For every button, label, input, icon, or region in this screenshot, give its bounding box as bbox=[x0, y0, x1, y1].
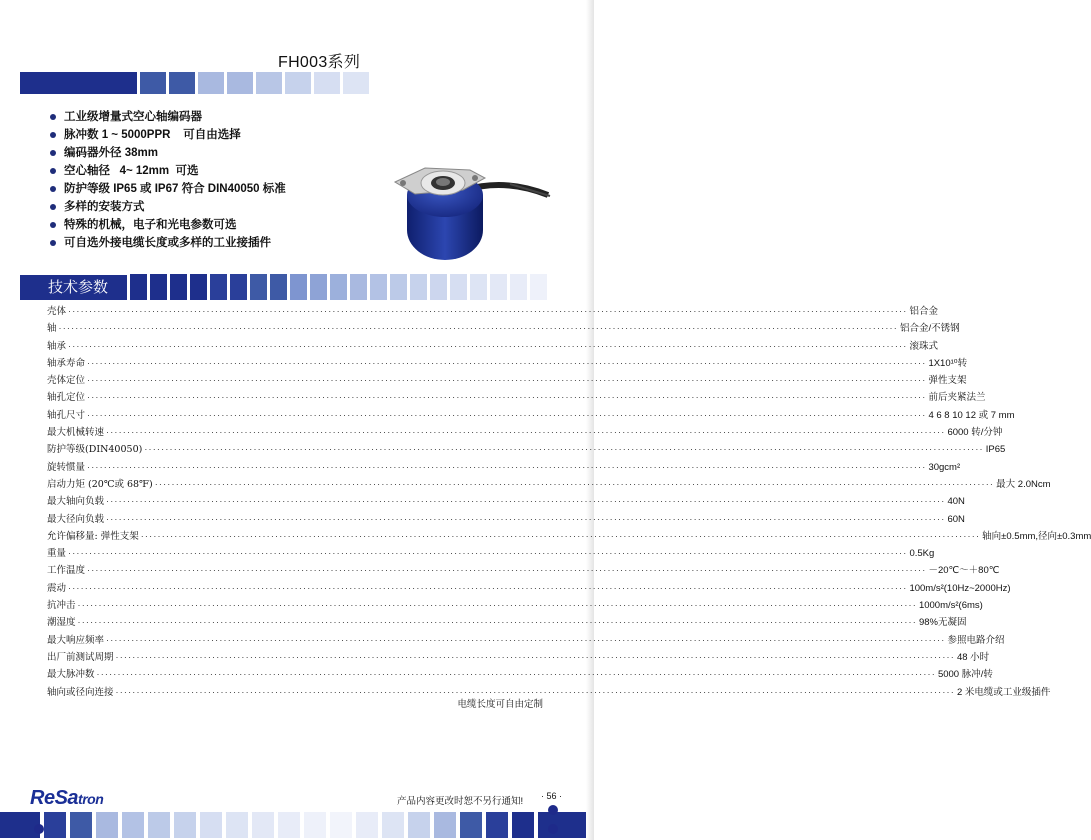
spec-value: 弹性支架 bbox=[928, 375, 967, 387]
spec-row bbox=[47, 372, 967, 389]
spec-row bbox=[47, 597, 983, 614]
spec-row bbox=[47, 649, 990, 666]
spec-row bbox=[47, 424, 1003, 441]
spec-row bbox=[47, 632, 1005, 649]
spec-value: 铝合金 bbox=[909, 306, 938, 317]
spec-row bbox=[47, 528, 1091, 545]
spec-row bbox=[47, 338, 938, 355]
spec-key: 最大径向负载 bbox=[47, 513, 105, 525]
cable-note: 电缆长度可自由定制 bbox=[457, 699, 543, 710]
spec-value: 4 6 8 10 12 或 7 mm bbox=[928, 409, 1015, 421]
bullet-icon bbox=[50, 168, 56, 174]
dot-leader: ········································································································································································································ bbox=[87, 392, 927, 403]
bullet-icon bbox=[50, 186, 56, 192]
spec-row bbox=[47, 545, 935, 562]
spec-key: 允许偏移量: 弹性支架 bbox=[47, 530, 139, 542]
bullet-icon bbox=[50, 204, 56, 210]
spec-value: 6000 转/分钟 bbox=[947, 427, 1003, 439]
dot-leader: ········································································································································································································ bbox=[96, 669, 936, 680]
corner-dot bbox=[548, 824, 558, 834]
dot-leader: ········································································································································································································ bbox=[106, 634, 946, 645]
spec-row bbox=[47, 562, 1000, 579]
dot-leader: ········································································································································································································ bbox=[87, 565, 927, 576]
dot-leader: ········································································································································································································ bbox=[106, 427, 946, 438]
spec-key: 工作温度 bbox=[47, 565, 86, 577]
dot-leader: ········································································································································································································ bbox=[68, 582, 908, 593]
dot-leader: ········································································································································································································ bbox=[68, 306, 908, 316]
page-number: · 56 · bbox=[541, 791, 563, 801]
feature-item: 防护等级 IP65 或 IP67 符合 DIN40050 标准 bbox=[50, 180, 286, 198]
spec-key: 防护等级(DIN40050) bbox=[47, 444, 143, 456]
feature-item: 可自选外接电缆长度或多样的工业接插件 bbox=[50, 234, 286, 252]
spec-row bbox=[47, 320, 960, 337]
dot-leader: ········································································································································································································ bbox=[144, 444, 984, 455]
spec-row bbox=[47, 389, 986, 406]
corner-dot bbox=[548, 805, 558, 815]
spec-value: 2 米电缆或工业级插件 bbox=[956, 686, 1051, 698]
spec-value: 参照电路介绍 bbox=[947, 634, 1005, 646]
spec-key: 轴孔尺寸 bbox=[47, 409, 86, 421]
spec-key: 抗冲击 bbox=[47, 600, 76, 612]
corner-dot bbox=[34, 824, 44, 834]
spec-key: 轴孔定位 bbox=[47, 392, 86, 404]
spec-value: IP65 bbox=[985, 444, 1006, 456]
spec-value: 100m/s²(10Hz~2000Hz) bbox=[909, 582, 1011, 594]
dot-leader: ········································································································································································································ bbox=[106, 513, 946, 524]
spec-key: 旋转惯量 bbox=[47, 461, 86, 473]
dot-leader: ········································································································································································································ bbox=[87, 375, 927, 386]
spec-value: 5000 脉冲/转 bbox=[937, 669, 993, 681]
spec-key: 震动 bbox=[47, 582, 67, 594]
dot-leader: ········································································································································································································ bbox=[68, 340, 908, 351]
spec-key: 轴向或径向连接 bbox=[47, 686, 114, 698]
spec-value: 滚珠式 bbox=[909, 340, 938, 352]
spec-value: 前后夹紧法兰 bbox=[928, 392, 986, 404]
spec-value: 48 小时 bbox=[956, 651, 990, 663]
spec-row bbox=[47, 511, 965, 528]
spec-row bbox=[47, 441, 1006, 458]
spec-row bbox=[47, 614, 967, 631]
bullet-icon bbox=[50, 240, 56, 246]
change-notice: 产品内容更改时恕不另行通知! bbox=[397, 796, 524, 807]
spec-value: 98%无凝固 bbox=[918, 617, 967, 629]
spec-row bbox=[47, 666, 993, 683]
dot-leader: ········································································································································································································ bbox=[77, 600, 917, 611]
spec-key: 轴承 bbox=[47, 340, 67, 352]
feature-item: 空心轴径 4~ 12mm 可选 bbox=[50, 162, 286, 180]
bullet-icon bbox=[50, 150, 56, 156]
spec-key: 潮湿度 bbox=[47, 617, 76, 629]
spec-key: 最大机械转速 bbox=[47, 427, 105, 439]
dot-leader: ········································································································································································································ bbox=[154, 478, 995, 489]
spec-key: 出厂前测试周期 bbox=[47, 651, 114, 663]
spec-key: 最大响应频率 bbox=[47, 634, 105, 646]
feature-item: 脉冲数 1 ~ 5000PPR 可自由选择 bbox=[50, 126, 286, 144]
spec-value: 轴向±0.5mm,径向±0.3mm bbox=[982, 530, 1091, 542]
dot-leader: ········································································································································································································ bbox=[87, 357, 927, 368]
spec-row bbox=[47, 407, 1015, 424]
spec-row bbox=[47, 580, 1011, 597]
dot-leader: ········································································································································································································ bbox=[115, 686, 955, 697]
feature-item: 多样的安装方式 bbox=[50, 198, 286, 216]
spec-value: －20℃～＋80℃ bbox=[928, 565, 1000, 577]
spec-row bbox=[47, 355, 968, 372]
spec-row bbox=[47, 493, 965, 510]
feature-item: 工业级增量式空心轴编码器 bbox=[50, 108, 286, 126]
dot-leader: ········································································································································································································ bbox=[106, 496, 946, 507]
spec-key: 轴 bbox=[47, 323, 57, 335]
dot-leader: ········································································································································································································ bbox=[140, 530, 981, 541]
spec-value: 1000m/s²(6ms) bbox=[918, 600, 983, 612]
bullet-icon bbox=[50, 222, 56, 228]
spec-value: 1X10¹⁰转 bbox=[928, 357, 968, 369]
dot-leader: ········································································································································································································ bbox=[68, 548, 908, 559]
encoder-product-image bbox=[385, 150, 550, 265]
spec-key: 轴承寿命 bbox=[47, 357, 86, 369]
spec-value: 60N bbox=[947, 513, 965, 525]
spec-key: 启动力矩 (20℃或 68℉) bbox=[47, 478, 153, 490]
spec-row bbox=[47, 303, 938, 320]
page-title: FH003系列 bbox=[278, 54, 361, 71]
spec-key: 最大脉冲数 bbox=[47, 669, 95, 681]
spec-value: 40N bbox=[947, 496, 965, 508]
spec-row bbox=[47, 476, 1051, 493]
section-title: 技术参数 bbox=[20, 275, 127, 300]
feature-item: 编码器外径 38mm bbox=[50, 144, 286, 162]
spec-key: 壳体 bbox=[47, 306, 67, 317]
dot-leader: ········································································································································································································ bbox=[115, 651, 955, 662]
dot-leader: ········································································································································································································ bbox=[58, 323, 898, 334]
spec-key: 最大轴向负载 bbox=[47, 496, 105, 508]
dot-leader: ········································································································································································································ bbox=[87, 461, 927, 472]
spec-value: 0.5Kg bbox=[909, 548, 935, 560]
spec-value: 30gcm² bbox=[928, 461, 961, 473]
spec-row bbox=[47, 459, 961, 476]
bullet-icon bbox=[50, 114, 56, 120]
dot-leader: ········································································································································································································ bbox=[87, 409, 927, 420]
spec-key: 壳体定位 bbox=[47, 375, 86, 387]
bullet-icon bbox=[50, 132, 56, 138]
resatron-logo: ReSatron bbox=[30, 787, 104, 809]
spec-value: 最大 2.0Ncm bbox=[996, 478, 1051, 490]
spec-value: 铝合金/不锈钢 bbox=[899, 323, 960, 335]
dot-leader: ········································································································································································································ bbox=[77, 617, 917, 628]
feature-item: 特殊的机械，电子和光电参数可选 bbox=[50, 216, 286, 234]
feature-list bbox=[50, 108, 286, 252]
spec-key: 重量 bbox=[47, 548, 67, 560]
spec-table bbox=[47, 303, 1091, 701]
